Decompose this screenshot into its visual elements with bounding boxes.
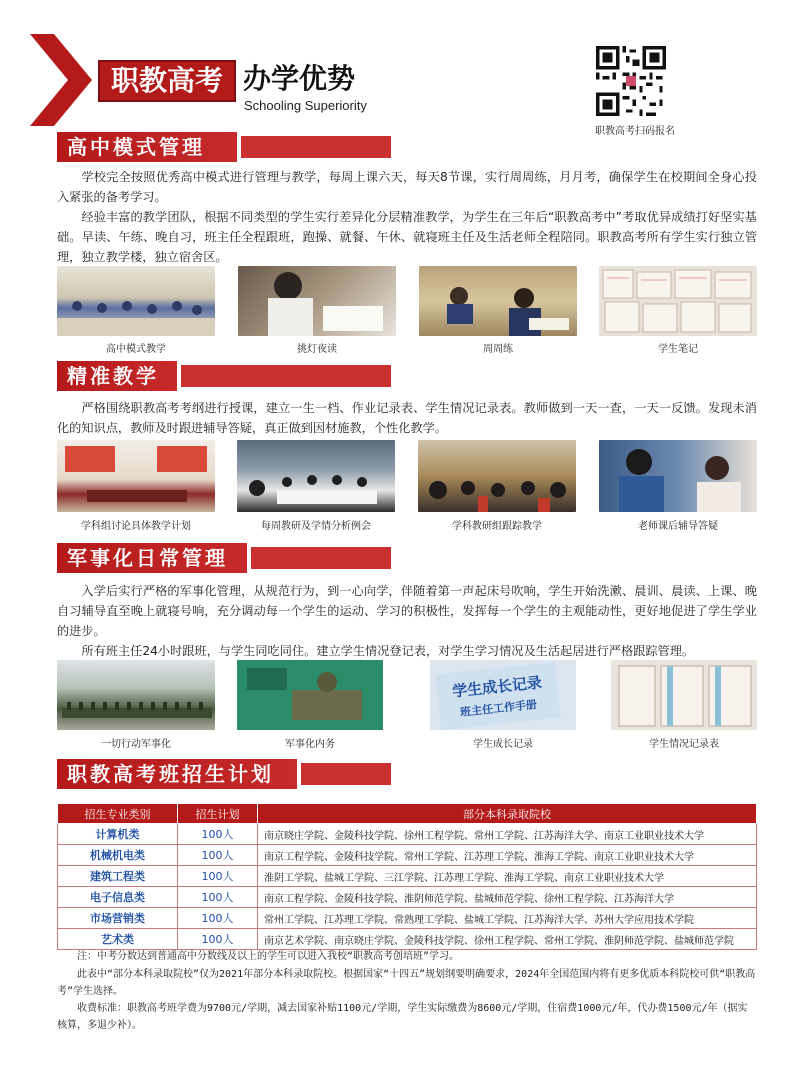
table-row — [58, 866, 757, 887]
qr-code-icon[interactable] — [596, 46, 666, 116]
table-header-row — [58, 804, 757, 824]
after-class-tutoring-photo — [599, 440, 757, 512]
photo-caption: 一切行动军事化 — [101, 739, 171, 750]
booklet-title: 学生成长记录 — [451, 673, 543, 701]
paragraph: 经验丰富的教学团队，根据不同类型的学生实行差异化分层精准教学，为学生在三年后“职教高考中”考取优异成绩打好坚实基础。早读、午练、晚自习，班主任全程跟班，跑操、就餐、午休、就寝班主任及生活老师全程陪同。职教高考所有学生实行独立管理，独立教学楼，独立宿舍区。 — [57, 210, 757, 264]
major-cell: 机械机电类 — [58, 845, 178, 866]
student-notes-photo — [599, 266, 757, 336]
meeting-photo — [57, 440, 215, 512]
teaching-research-photo — [418, 440, 576, 512]
major-cell: 建筑工程类 — [58, 866, 178, 887]
plan-cell: 100人 — [178, 824, 258, 845]
photo-caption: 学生笔记 — [658, 344, 698, 355]
weekly-practice-photo — [419, 266, 577, 336]
qr-caption: 职教高考扫码报名 — [595, 126, 675, 137]
classroom-photo — [57, 266, 215, 336]
major-cell: 市场营销类 — [58, 908, 178, 929]
major-cell: 电子信息类 — [58, 887, 178, 908]
section-heading-4 — [57, 759, 397, 789]
photo-caption: 军事化内务 — [285, 739, 335, 750]
night-study-photo — [238, 266, 396, 336]
weekly-meeting-photo — [237, 440, 395, 512]
title-plain: 办学优势 — [243, 62, 356, 95]
section-heading-3 — [57, 543, 397, 573]
chevron-arrow-icon — [30, 34, 92, 126]
table-row — [58, 908, 757, 929]
column-header: 招生计划 — [178, 804, 258, 824]
subtitle-english: Schooling Superiority — [244, 98, 367, 113]
table-row — [58, 887, 757, 908]
student-status-record-photo — [611, 660, 757, 730]
photo-caption: 学科教研组跟踪教学 — [452, 521, 542, 532]
schools-cell: 南京晓庄学院、金陵科技学院、徐州工程学院、常州工学院、江苏海洋大学、南京工业职业技术大学 — [258, 824, 757, 845]
schools-cell: 常州工学院、江苏理工学院、常熟理工学院、盐城工学院、江苏海洋大学、苏州大学应用技术学院 — [258, 908, 757, 929]
photo-caption: 学科组讨论具体教学计划 — [81, 521, 191, 532]
section-heading-text: 军事化日常管理 — [67, 546, 228, 570]
note-line: 收费标准：职教高考班学费为9700元/学期，减去国家补贴1100元/学期，学生实际缴费为8600元/学期，住宿费1000元/年，代办费1500元/年（据实核算，多退少补）。 — [57, 1003, 748, 1031]
military-drill-photo — [57, 660, 215, 730]
photo-caption: 学生成长记录 — [473, 739, 533, 750]
plan-cell: 100人 — [178, 929, 258, 950]
schools-cell: 南京工程学院、金陵科技学院、淮阴师范学院、盐城师范学院、徐州工程学院、江苏海洋大学 — [258, 887, 757, 908]
paragraph: 严格围绕职教高考考纲进行授课，建立一生一档、作业记录表、学生情况记录表。教师做到一天一查，一天一反馈。发现未消化的知识点，教师及时跟进辅导答疑，真正做到因材施教，个性化教学。 — [57, 401, 757, 435]
table-row — [58, 845, 757, 866]
section-heading-text: 职教高考班招生计划 — [67, 762, 274, 786]
major-cell: 计算机类 — [58, 824, 178, 845]
section-heading-1 — [57, 132, 397, 162]
section-heading-text: 精准教学 — [67, 364, 159, 388]
photo-caption: 每周教研及学情分析例会 — [261, 521, 371, 532]
table-row — [58, 824, 757, 845]
plan-cell: 100人 — [178, 908, 258, 929]
paragraph: 所有班主任24小时跟班，与学生同吃同住。建立学生情况登记表，对学生学习情况及生活起居进行严格跟踪管理。 — [81, 644, 695, 658]
title-boxed: 职教高考 — [98, 60, 236, 102]
plan-cell: 100人 — [178, 866, 258, 887]
photo-caption: 学生情况记录表 — [649, 739, 719, 750]
schools-cell: 南京艺术学院、南京晓庄学院、金陵科技学院、徐州工程学院、常州工学院、淮阴师范学院、盐城师范学院 — [258, 929, 757, 950]
plan-cell: 100人 — [178, 887, 258, 908]
major-cell: 艺术类 — [58, 929, 178, 950]
section-heading-text: 高中模式管理 — [67, 135, 205, 159]
schools-cell: 南京工程学院、金陵科技学院、常州工学院、江苏理工学院、淮海工学院、南京工业职业技术大学 — [258, 845, 757, 866]
photo-caption: 高中模式教学 — [106, 344, 166, 355]
table-row — [58, 929, 757, 950]
schools-cell: 淮阴工学院、盐城工学院、三江学院、江苏理工学院、淮海工学院、南京工业职业技术大学 — [258, 866, 757, 887]
enrollment-plan-table — [57, 803, 757, 950]
column-header: 部分本科录取院校 — [258, 804, 757, 824]
photo-caption: 周周练 — [483, 344, 513, 355]
section-heading-2 — [57, 361, 397, 391]
booklet-subtitle: 班主任工作手册 — [459, 698, 538, 719]
note-line: 此表中“部分本科录取院校”仅为2021年部分本科录取院校。根据国家“十四五”规划纲要明确要求，2024年全国范围内将有更多优质本科院校可供“职教高考”学生选择。 — [57, 969, 756, 997]
growth-record-photo — [430, 660, 576, 730]
column-header: 招生专业类别 — [58, 804, 178, 824]
photo-caption: 老师课后辅导答疑 — [638, 521, 718, 532]
photo-caption: 挑灯夜读 — [297, 344, 337, 355]
dorm-housekeeping-photo — [237, 660, 383, 730]
paragraph: 学校完全按照优秀高中模式进行管理与教学，每周上课六天，每天8节课，实行周周练，月月考，确保学生在校期间全身心投入紧张的备考学习。 — [57, 170, 757, 204]
note-line: 注：中考分数达到普通高中分数线及以上的学生可以进入我校“职教高考创培班”学习。 — [77, 951, 460, 962]
paragraph: 入学后实行严格的军事化管理，从规范行为，到一心向学，伴随着第一声起床号吹响，学生开始洗漱、晨训、晨读、上课、晚自习辅导直至晚上就寝号响，充分调动每一个学生的运动、学习的积极性，发挥每一个学生的主观能动性，更好地促进了学生学业的进步。 — [57, 584, 757, 638]
plan-cell: 100人 — [178, 845, 258, 866]
